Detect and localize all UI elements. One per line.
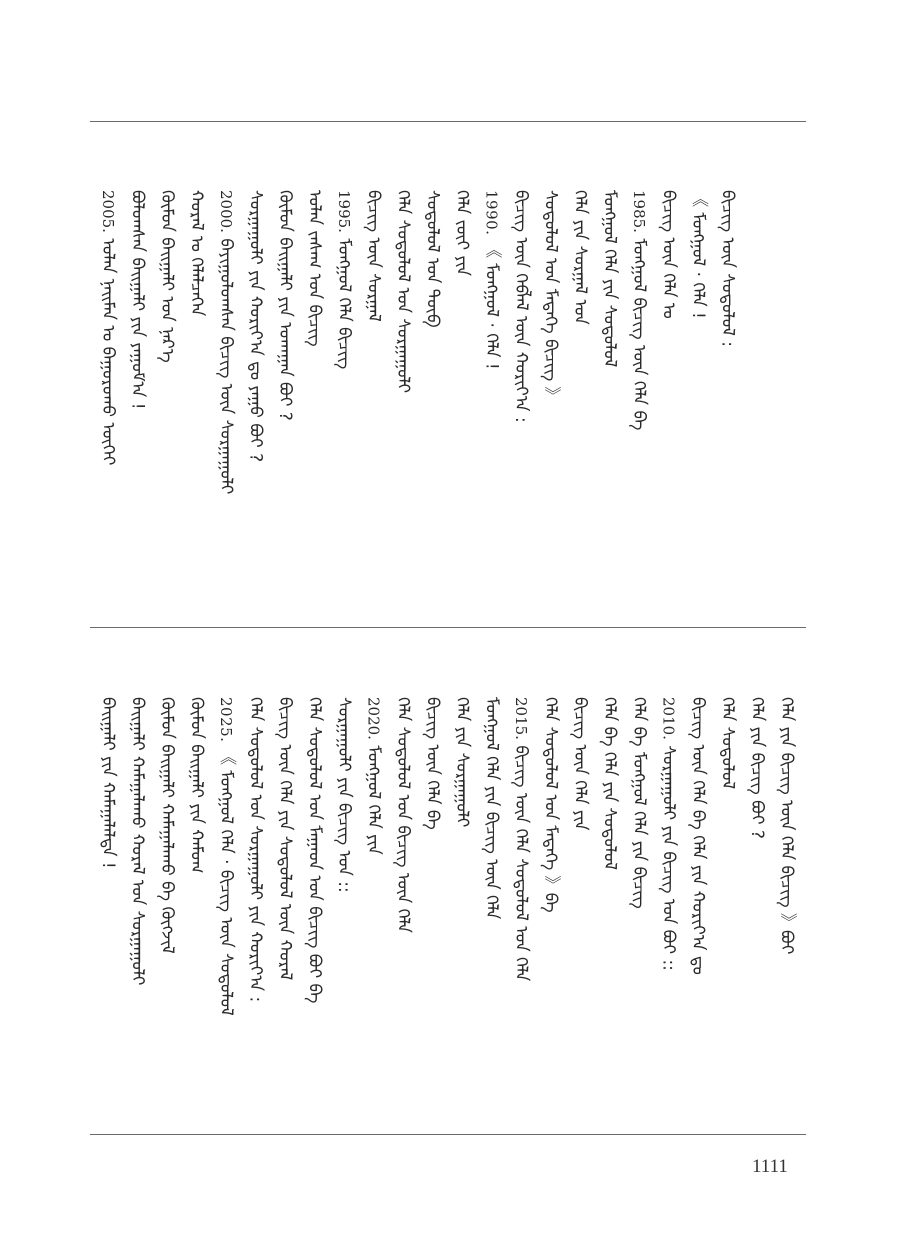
line-text: 《 ᠮᠣᠩᠭᠣᠯ · ᠬᠡᠯᠡ ! <box>481 240 502 370</box>
line-text: ᠬᠦᠮᠦᠨ ᠪᠠᠢᠭᠠᠯᠢ ᠶᠢᠨ ᠤᠬᠠᠭᠠᠨ ᠪᠤᠢ ? <box>275 190 295 421</box>
line-text: ᠮᠣᠩᠭᠣᠯ ᠪᠢᠴᠢᠭ ᠦᠨ ᠬᠡᠯᠡ ᠪᠠ <box>629 238 649 431</box>
text-column <box>156 190 178 363</box>
text-column <box>451 697 473 827</box>
text-column <box>186 190 208 316</box>
line-text: ᠬᠡᠯᠡ ᠪᠠ ᠬᠡᠯᠡ ᠶᠢᠨ ᠰᠤᠳᠤᠯᠤᠯ <box>599 697 620 871</box>
line-text: ᠬᠡᠯᠡ ᠰᠤᠳᠤᠯᠤᠯ <box>717 697 738 790</box>
text-column <box>245 697 267 1002</box>
text-column <box>510 697 532 981</box>
line-text: ᠬᠡᠯᠡ ᠶᠢᠨ ᠰᠤᠷᠭᠠᠭᠤᠯᠢ <box>452 697 472 828</box>
text-column <box>540 697 562 913</box>
text-column <box>127 697 149 985</box>
line-text: ᠰᠤᠳᠤᠯᠤᠯ ᠤᠨ ᠮᠡᠳᠡᠭᠡ ᠪᠢᠴᠢᠭ 》 <box>540 190 561 404</box>
line-text: ᠮᠣᠩᠭᠣᠯ ᠬᠡᠯᠡ ᠪᠢᠴᠢᠭ <box>334 238 354 370</box>
line-text: ᠤᠯᠠᠨ ᠵᠠᠰᠠᠭ ᠤᠨ ᠪᠢᠴᠢᠭ <box>304 190 325 347</box>
line-text: ᠬᠡᠯᠡ ᠪᠠ ᠮᠣᠩᠭᠣᠯ ᠬᠡᠯᠡ ᠶᠢᠨ ᠪᠢᠴᠢᠭ <box>629 697 649 909</box>
line-text: ᠮᠣᠩᠭᠣᠯ ᠬᠡᠯᠡ ᠶᠢᠨ <box>363 745 384 855</box>
line-text: ᠬᠦᠮᠦᠨ ᠪᠠᠢᠭᠠᠯᠢ ᠶᠢᠨ ᠬᠠᠮᠤᠭ <box>186 697 207 874</box>
text-column <box>687 697 709 975</box>
text-column <box>215 190 237 494</box>
line-text: ᠪᠢᠴᠢᠭ ᠦᠨ ᠬᠡᠯᠡ ᠪᠠ ᠬᠡᠯᠡ ᠶᠢᠨ ᠬᠤᠷᠢᠶ᠎ᠠ ᠳᠤ <box>688 697 708 975</box>
year-label: 1995. <box>335 190 353 233</box>
year-label: 2025. <box>217 697 235 743</box>
line-text: ᠬᠡᠯᠡ ᠵᠦᠢ ᠶᠢᠨ <box>452 190 472 277</box>
year-label: 2020. <box>364 697 383 740</box>
text-column <box>304 190 326 347</box>
text-column <box>186 697 208 873</box>
text-column <box>599 190 621 367</box>
line-text: ᠪᠢᠴᠢᠭ ᠦᠨ ᠬᠡᠯᠡ ᠪᠠ <box>422 697 443 830</box>
text-column <box>392 190 414 393</box>
bottom-rule <box>90 1134 806 1135</box>
line-text: ᠪᠠᠶᠢᠭᠤᠯᠤᠭᠰᠠᠨ ᠪᠢᠴᠢᠭ ᠦᠨ ᠰᠤᠷᠭᠠᠭᠤᠯᠢ <box>216 238 236 495</box>
line-text: ᠬᠡᠯᠡ ᠰᠤᠳᠤᠯᠤᠯ ᠤᠨ ᠰᠤᠷᠭᠠᠭᠤᠯᠢ ᠶᠢᠨ ᠬᠤᠷᠢᠶ᠎ᠠ : <box>245 697 266 1003</box>
text-column <box>156 697 178 954</box>
line-text: ᠰᠤᠷᠭᠠᠭᠤᠯᠢ ᠶᠢᠨ ᠪᠢᠴᠢᠭ ᠤᠨ ᠪᠤᠢ :: <box>658 745 679 971</box>
line-text: ᠬᠦᠮᠦᠨ ᠪᠠᠢᠭᠠᠯᠢ ᠤᠨ ᠨᠡᠷ᠎ᠡ <box>157 190 177 363</box>
line-text: ᠪᠠᠢᠭᠠᠯᠢ ᠬᠠᠮᠠᠭᠠᠯᠠᠬᠤ ᠬᠤᠷᠠᠯ ᠤᠨ ᠰᠤᠷᠭᠠᠭᠤᠯᠢ <box>127 697 148 986</box>
text-column <box>540 190 562 404</box>
text-column <box>274 697 296 980</box>
text-column <box>304 697 326 1003</box>
text-column <box>422 697 444 830</box>
year-label: 1985. <box>630 190 648 233</box>
line-text: ᠬᠡᠯᠡ ᠶᠢᠨ ᠪᠢᠴᠢᠭ ᠦᠨ ᠬᠡᠯᠡ ᠪᠢᠴᠢᠭ 》ᠪᠤᠢ <box>776 697 797 955</box>
text-column <box>451 190 473 276</box>
text-column <box>658 697 680 971</box>
line-text: ᠪᠤᠯᠤᠭᠰᠠᠨ ᠪᠠᠢᠭᠠᠯᠢ ᠶᠢᠨ ᠶᠠᠭᠤᠮ᠎ᠠ ! <box>127 190 148 410</box>
line-text: ᠬᠦᠮᠦᠨ ᠪᠠᠢᠭᠠᠯᠢ ᠬᠠᠮᠠᠭᠠᠯᠠᠬᠤ ᠪᠠ ᠬᠦᠭᠵᠢᠯ <box>157 697 177 954</box>
page-number: 1111 <box>752 1156 788 1177</box>
line-text: ᠪᠢᠴᠢᠭ ᠦᠨ ᠬᠡᠯᠡ ᠤ <box>658 190 679 319</box>
line-text: ᠬᠡᠯᠡ ᠰᠤᠳᠤᠯᠤᠯ ᠤᠨ ᠮᠡᠳᠡᠭᠡ 》ᠪᠠ <box>540 697 561 913</box>
text-column <box>363 190 385 322</box>
year-label: 2010. <box>659 697 678 740</box>
middle-rule <box>90 627 806 628</box>
text-column <box>746 697 768 839</box>
line-text: ᠪᠢᠴᠢᠭ ᠦᠨ ᠬᠡᠯᠡ ᠰᠤᠳᠤᠯᠤᠯ ᠤᠨ ᠬᠡᠯᠡ <box>511 745 531 982</box>
top-rule <box>90 121 806 122</box>
text-column <box>392 697 414 933</box>
text-column <box>97 697 119 869</box>
line-text: ᠪᠢᠴᠢᠭ ᠦᠨ ᠬᠡᠪᠯᠡᠯ ᠦᠨ ᠬᠤᠷᠢᠶ᠎ᠠ : <box>511 190 531 423</box>
text-column <box>628 190 650 430</box>
text-column <box>97 190 119 465</box>
text-column <box>333 697 355 893</box>
year-label: 2015. <box>512 697 530 740</box>
line-text: ᠪᠢᠴᠢᠭ ᠦᠨ ᠰᠤᠷᠭᠠᠯ <box>363 190 384 322</box>
text-column <box>658 190 680 319</box>
text-column <box>333 190 355 369</box>
line-text: ᠰᠤᠳᠤᠯᠤᠯ ᠤᠨ ᠲᠦᠪ <box>422 190 443 328</box>
line-text: ᠰᠤᠷᠭᠠᠭᠤᠯᠢ ᠶᠢᠨ ᠪᠢᠴᠢᠭ ᠤᠨ :: <box>334 697 354 893</box>
text-column <box>687 190 709 319</box>
text-column <box>569 190 591 325</box>
line-text: ᠬᠡᠯᠡ ᠰᠤᠳᠤᠯᠤᠯ ᠤᠨ ᠮᠠᠭᠠᠳ ᠤᠨ ᠪᠢᠴᠢᠭ ᠪᠤᠢ ᠪᠠ <box>304 697 325 1004</box>
text-column <box>628 697 650 909</box>
line-text: 《 ᠮᠣᠩᠭᠣᠯ ᠬᠡᠯᠡ · ᠪᠢᠴᠢᠭ ᠦᠨ ᠰᠤᠳᠤᠯᠤᠯ <box>216 747 236 1016</box>
text-column <box>599 697 621 870</box>
line-text: ᠪᠢᠴᠢᠭ ᠦᠨ ᠰᠤᠳᠤᠯᠤᠯ : <box>717 190 738 347</box>
text-column <box>481 697 503 919</box>
text-column <box>215 697 237 1016</box>
text-column <box>510 190 532 423</box>
line-text: ᠬᠡᠯᠡ ᠶᠢᠨ ᠪᠢᠴᠢᠭ ᠪᠤᠢ ? <box>747 697 767 839</box>
text-column <box>569 697 591 830</box>
text-column <box>363 697 385 855</box>
year-label: 2000. <box>217 190 235 233</box>
line-text: ᠪᠢᠴᠢᠭ ᠦᠨ ᠬᠡᠯᠡ ᠶᠢᠨ ᠰᠤᠳᠤᠯᠤᠯ ᠦᠨ ᠬᠤᠷᠠᠯ <box>275 697 295 981</box>
line-text: ᠪᠠᠢᠭᠠᠯᠢ ᠶᠢᠨ ᠬᠠᠮᠠᠭᠠᠯᠠᠯᠲᠠ ! <box>98 697 118 869</box>
line-text: ᠮᠣᠩᠭᠣᠯ ᠬᠡᠯᠡ ᠶᠢᠨ ᠪᠢᠴᠢᠭ ᠦᠨ ᠬᠡᠯᠡ <box>481 697 502 920</box>
text-column <box>717 190 739 347</box>
line-text: ᠬᠡᠯᠡ ᠰᠤᠳᠤᠯᠤᠯ ᠤᠨ ᠰᠤᠷᠭᠠᠭᠤᠯᠢ <box>393 190 413 394</box>
text-column <box>422 190 444 328</box>
text-column <box>127 190 149 410</box>
line-text: ᠬᠡᠯᠡ ᠶᠢᠨ ᠰᠤᠷᠭᠠᠯ ᠤᠨ <box>570 190 590 325</box>
year-label: 2005. <box>99 190 117 233</box>
line-text: ᠰᠤᠷᠭᠠᠭᠤᠯᠢ ᠶᠢᠨ ᠬᠤᠷᠢᠶ᠎ᠠ ᠳᠤ ᠶᠠᠭᠤ ᠪᠤᠢ ? <box>245 190 266 463</box>
text-column <box>481 190 503 370</box>
text-column <box>274 190 296 421</box>
text-column <box>245 190 267 462</box>
line-text: 《 ᠮᠣᠩᠭᠣᠯ · ᠬᠡᠯᠡ ! <box>688 190 708 319</box>
text-column <box>717 697 739 789</box>
line-text: ᠬᠤᠷᠠᠯ ᠤ ᠬᠡᠯᠡᠯᠴᠡᠭᠡᠨ <box>186 190 207 317</box>
line-text: ᠬᠡᠯᠡ ᠰᠤᠳᠤᠯᠤᠯ ᠤᠨ ᠪᠢᠴᠢᠭ ᠦᠨ ᠬᠡᠯᠡ <box>393 697 413 933</box>
text-column <box>776 697 798 954</box>
year-label: 1990. <box>482 190 501 236</box>
line-text: ᠤᠯᠠᠨ ᠨᠠᠢᠮᠠᠨ ᠤ ᠪᠠᠭᠤᠷᠤᠬᠤ ᠦᠭᠡᠢ <box>98 238 118 466</box>
line-text: ᠮᠣᠩᠭᠣᠯ ᠬᠡᠯᠡ ᠶᠢᠨ ᠰᠤᠳᠤᠯᠤᠯ <box>599 190 620 368</box>
line-text: ᠪᠢᠴᠢᠭ ᠦᠨ ᠬᠡᠯᠡ ᠶᠢᠨ <box>570 697 590 831</box>
